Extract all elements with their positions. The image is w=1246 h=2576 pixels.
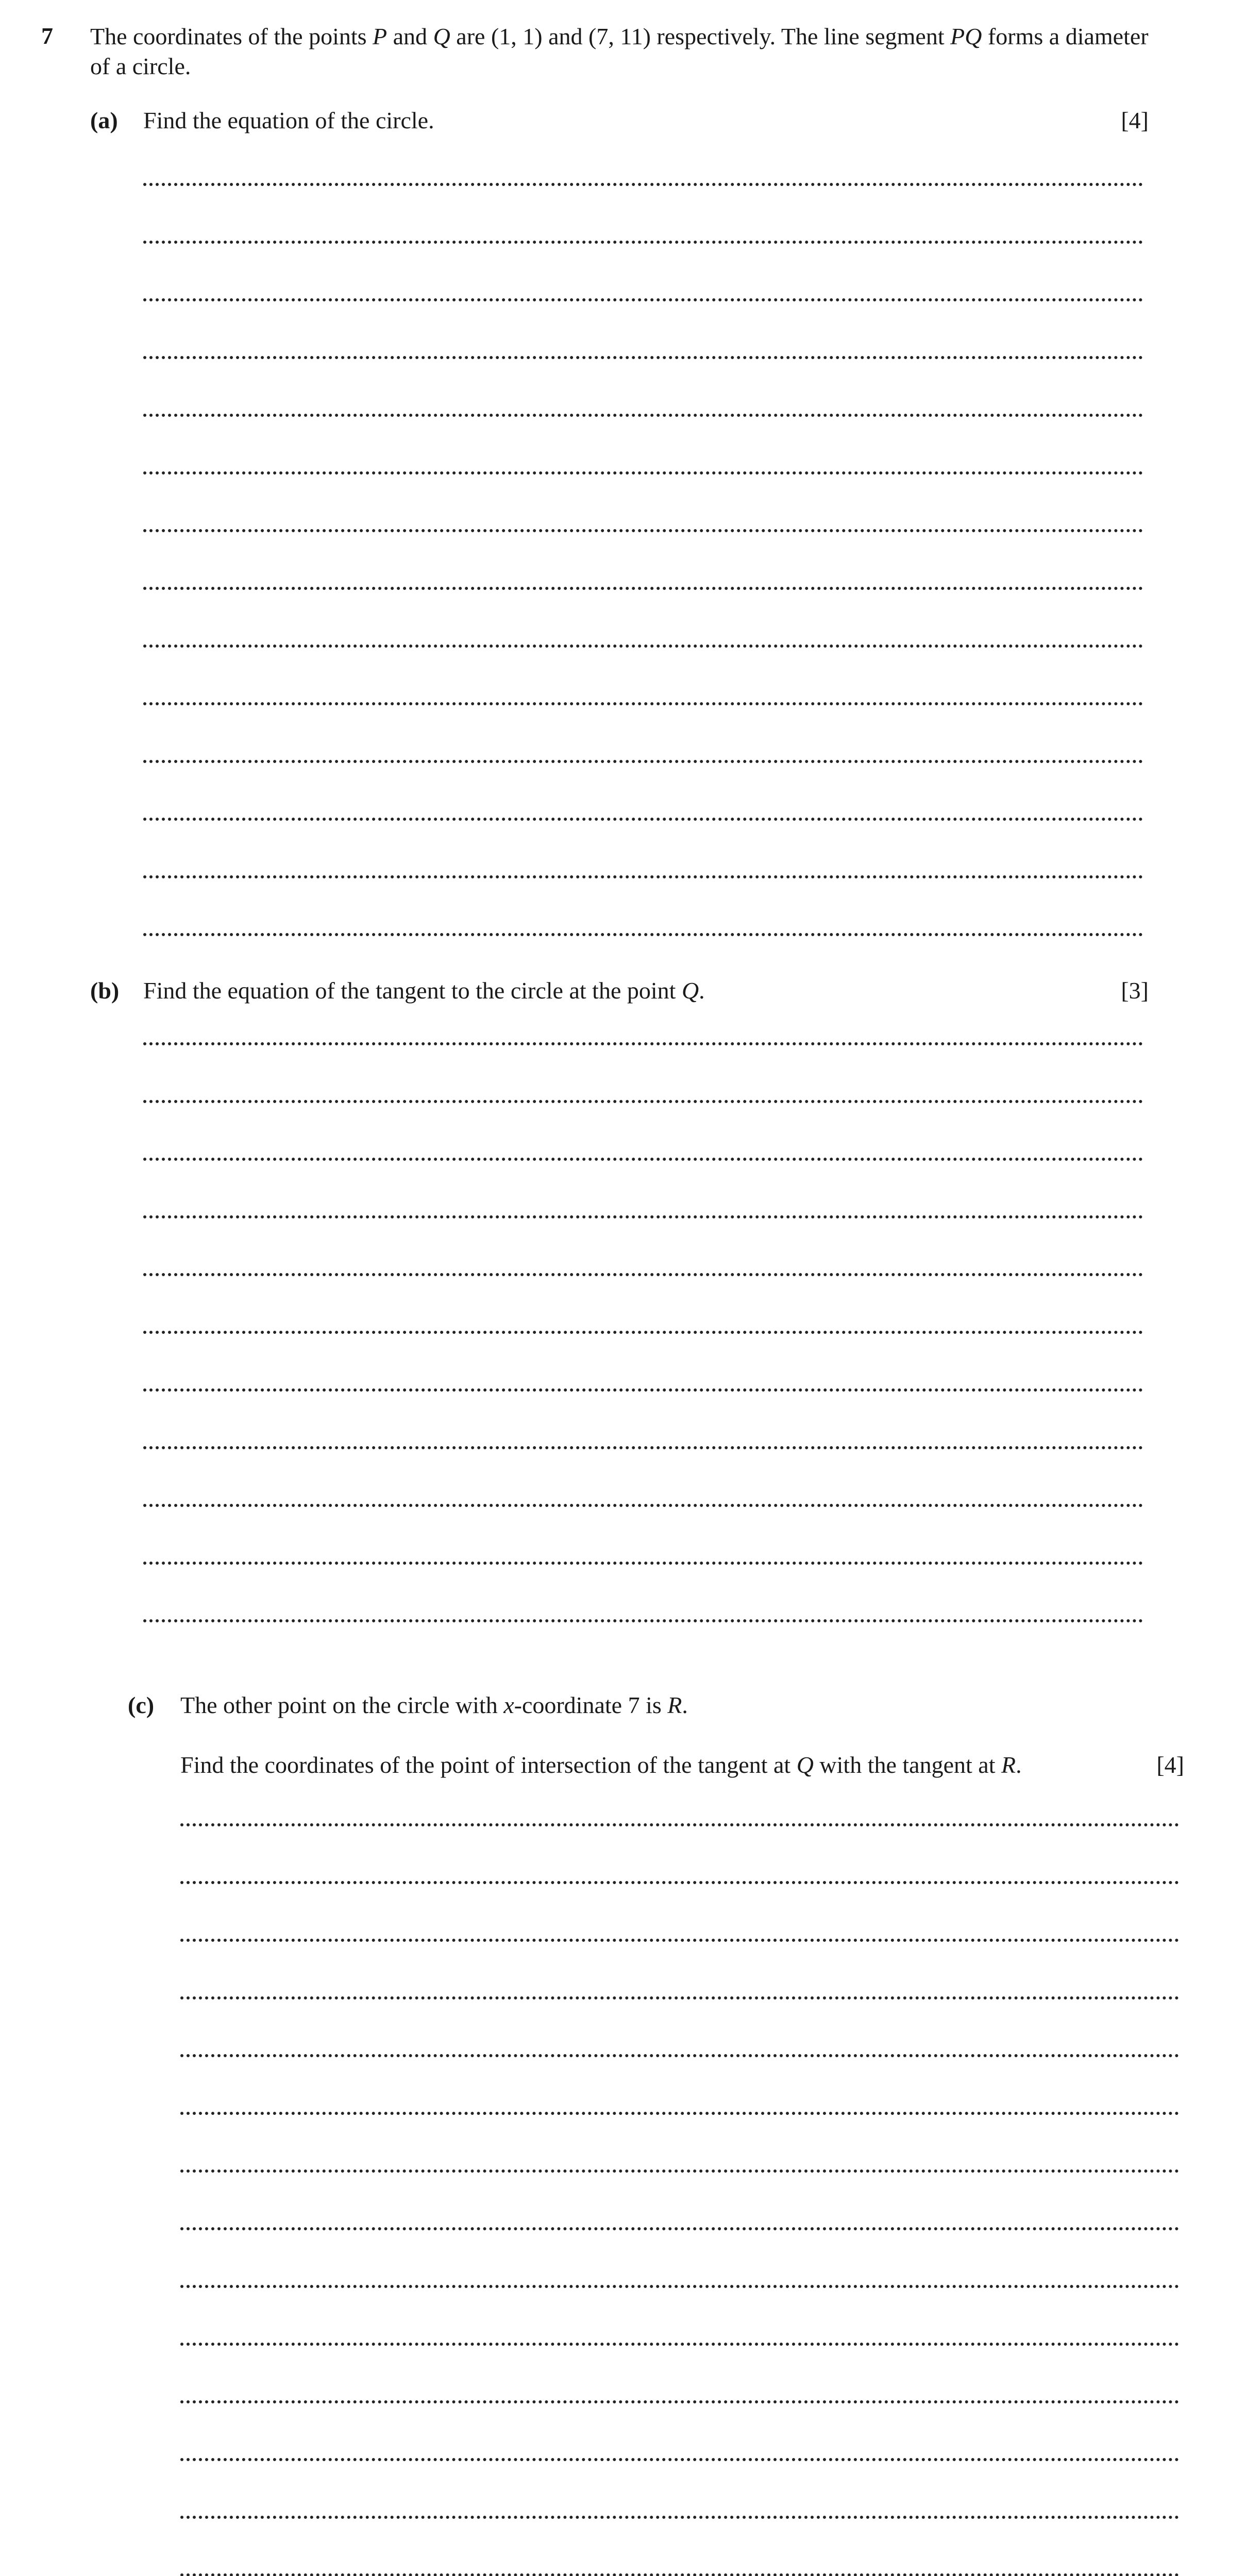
part-a-answer-line[interactable] — [143, 414, 1143, 417]
part-a-question: Find the equation of the circle. — [143, 107, 434, 133]
part-c-answer-line[interactable] — [180, 2573, 1179, 2576]
part-c-answer-line[interactable] — [180, 2285, 1179, 2288]
part-b-answer-line[interactable] — [143, 1042, 1143, 1045]
part-c-l2-text-5: . — [1016, 1752, 1022, 1778]
part-c-answer-line[interactable] — [180, 2054, 1179, 2057]
part-c-answer-line[interactable] — [180, 1939, 1179, 1942]
part-c-l2-text-1: Find the coordinates of the point of intersection of the tangent at — [180, 1752, 797, 1778]
part-b-answer-line[interactable] — [143, 1331, 1143, 1334]
part-c-answer-line[interactable] — [180, 1996, 1179, 1999]
part-b-answer-line[interactable] — [143, 1158, 1143, 1161]
question-stem — [90, 22, 1162, 81]
part-b-answer-line[interactable] — [143, 1273, 1143, 1276]
part-c-marks: [4] — [1156, 1752, 1184, 1778]
part-a-answer-line[interactable] — [143, 760, 1143, 763]
part-a-answer-line[interactable] — [143, 298, 1143, 301]
part-b-text-1: Find the equation of the tangent to the circle at the point — [143, 977, 682, 1004]
part-a-marks: [4] — [1121, 107, 1149, 133]
part-b-text-2: Q — [681, 977, 699, 1004]
part-a-label: (a) — [90, 107, 118, 133]
part-a-answer-line[interactable] — [143, 818, 1143, 821]
part-a-answer-line[interactable] — [143, 645, 1143, 648]
stem-text-1: The coordinates of the points — [90, 23, 373, 49]
part-c-answer-line[interactable] — [180, 1881, 1179, 1884]
part-b-answer-line[interactable] — [143, 1619, 1143, 1622]
stem-text-7: forms a diameter of a circle. — [90, 23, 1149, 79]
part-b-answer-line[interactable] — [143, 1562, 1143, 1565]
part-b-text-3: . — [699, 977, 705, 1004]
part-c-l1-text-2: x — [503, 1692, 514, 1718]
stem-text-2: P — [373, 23, 388, 49]
part-a-answer-line[interactable] — [143, 356, 1143, 359]
part-c-answer-line[interactable] — [180, 2516, 1179, 2519]
part-a-answer-line[interactable] — [143, 471, 1143, 474]
part-b-marks: [3] — [1121, 977, 1149, 1004]
part-c-label: (c) — [128, 1692, 155, 1718]
part-a-answer-line[interactable] — [143, 241, 1143, 244]
part-c-l1-text-3: -coordinate 7 is — [514, 1692, 668, 1718]
part-b-answer-line[interactable] — [143, 1504, 1143, 1507]
part-b-answer-line[interactable] — [143, 1388, 1143, 1392]
stem-text-5: are (1, 1) and (7, 11) respectively. The line segment — [450, 23, 951, 49]
part-a-answer-line[interactable] — [143, 933, 1143, 936]
part-c-l2-text-2: Q — [796, 1752, 814, 1778]
part-a-answer-line[interactable] — [143, 702, 1143, 705]
stem-text-6: PQ — [950, 23, 982, 49]
stem-text-4: Q — [433, 23, 450, 49]
part-c-answer-line[interactable] — [180, 2227, 1179, 2230]
part-c-answer-line[interactable] — [180, 2458, 1179, 2461]
part-c-answer-line[interactable] — [180, 2170, 1179, 2173]
part-c-l1-text-5: . — [682, 1692, 688, 1718]
part-c-question-line2 — [180, 1751, 1022, 1779]
part-c-question-line1 — [180, 1691, 688, 1719]
part-c-l2-text-3: with the tangent at — [813, 1752, 1001, 1778]
part-b-label: (b) — [90, 977, 120, 1004]
part-c-l1-text-4: R — [667, 1692, 682, 1718]
part-c-l2-text-4: R — [1001, 1752, 1016, 1778]
part-b-question — [143, 976, 705, 1005]
part-c-answer-line[interactable] — [180, 1823, 1179, 1826]
question-number: 7 — [41, 23, 53, 49]
part-a-answer-line[interactable] — [143, 183, 1143, 186]
part-a-answer-line[interactable] — [143, 875, 1143, 878]
part-a-answer-line[interactable] — [143, 587, 1143, 590]
part-b-answer-line[interactable] — [143, 1446, 1143, 1449]
stem-text-3: and — [387, 23, 433, 49]
part-a-answer-line[interactable] — [143, 529, 1143, 532]
part-c-answer-line[interactable] — [180, 2343, 1179, 2346]
part-c-l1-text-1: The other point on the circle with — [180, 1692, 504, 1718]
part-c-answer-line[interactable] — [180, 2400, 1179, 2403]
part-b-answer-line[interactable] — [143, 1100, 1143, 1103]
part-c-answer-line[interactable] — [180, 2112, 1179, 2115]
part-b-answer-line[interactable] — [143, 1215, 1143, 1218]
